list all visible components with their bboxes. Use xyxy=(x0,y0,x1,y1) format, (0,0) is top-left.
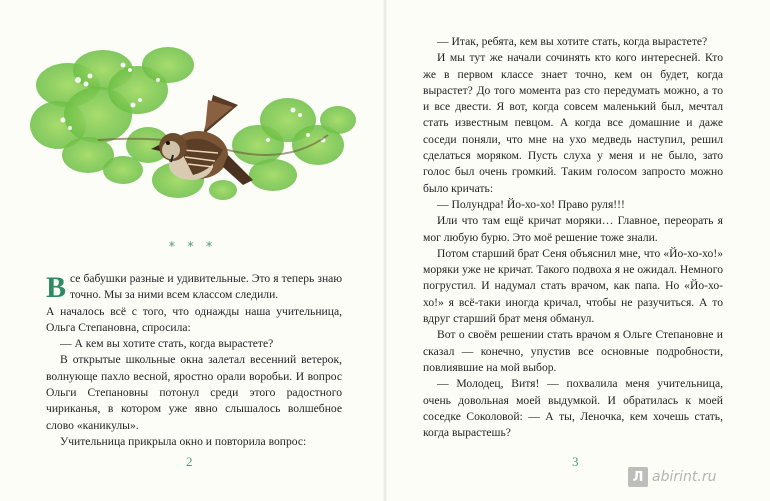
page-number-right: 3 xyxy=(572,454,579,469)
watermark xyxy=(628,466,716,488)
drop-cap: В xyxy=(46,271,67,304)
paragraph: Или что там ещё кричат моряки… Главное, переорать я мог любую бурю. Это моё решение тоже знали. xyxy=(423,214,723,244)
paragraph: А началось всё с того, что однажды наша учительница, Ольга Степановна, спросила: xyxy=(46,304,342,334)
paragraph: — Итак, ребята, кем вы хотите стать, когда вырастете? xyxy=(437,35,708,48)
paragraph: Вот о своём решении стать врачом я Ольге Степановне и сказал — конечно, упустив все основные подробности, повлиявшие на мой выбор. xyxy=(423,328,723,374)
paragraph: В открытые школьные окна залетал весенний ветерок, волнующе пахло весной, яростно орали воробьи. И вопрос Ольги Степановны потонул среди этого радостного чириканья, в котором уже явно слышалось волшебное слово «каникулы». xyxy=(46,353,342,432)
paragraph xyxy=(46,271,342,304)
paragraph: Учительница прикрыла окно и повторила вопрос: xyxy=(60,434,307,448)
paragraph: И мы тут же начали сочинять кто кого интересней. Кто же в первом классе знает точно, кем он будет, когда вырастет? До того момента раз сто передумать можно, а то и все двести. Я вот, когда совсем маленький был, мечтал стать известным певцом. А когда все домашние и даже соседи поняли, что мне на ухо медведь наступил, решил сделаться моряком. Пусть слуха у меня и не было, зато голос был очень громкий. Таким голосом запросто можно было кричать: xyxy=(423,51,723,195)
left-page-text xyxy=(46,271,342,450)
paragraph: — Полундра! Йо-хо-хо! Право руля!!! xyxy=(437,197,625,211)
sparrow-on-branch-illustration xyxy=(28,40,363,210)
paragraph: Потом старший брат Сеня объяснил мне, что «Йо-хо-хо!» моряки уже не кричат. Такого подвоха я не ожидал. Немного погрустил. И надумал стать врачом, как папа. Но «Йо-хо-хо!» я всё-таки иногда кричал, чтобы не разучиться. А то вдруг старший брат меня обманул. xyxy=(423,246,723,326)
right-page-text xyxy=(423,34,723,441)
labirint-logo-icon: Л xyxy=(628,467,648,487)
paragraph: — А кем вы хотите стать, когда вырастете? xyxy=(60,337,274,351)
watermark-text: abirint.ru xyxy=(652,469,717,485)
section-separator: * * * xyxy=(168,240,217,255)
paragraph: — Молодец, Витя! — похвалила меня учительница, очень довольная моей выдумкой. И обратилась к моей соседке Соколовой: — А ты, Леночка, кем хочешь стать, когда вырастешь? xyxy=(423,377,723,440)
page-number-left: 2 xyxy=(186,454,193,469)
paragraph-text: се бабушки разные и удивительные. Это я теперь знаю точно. Мы за ними всем классом следили. xyxy=(70,272,342,302)
